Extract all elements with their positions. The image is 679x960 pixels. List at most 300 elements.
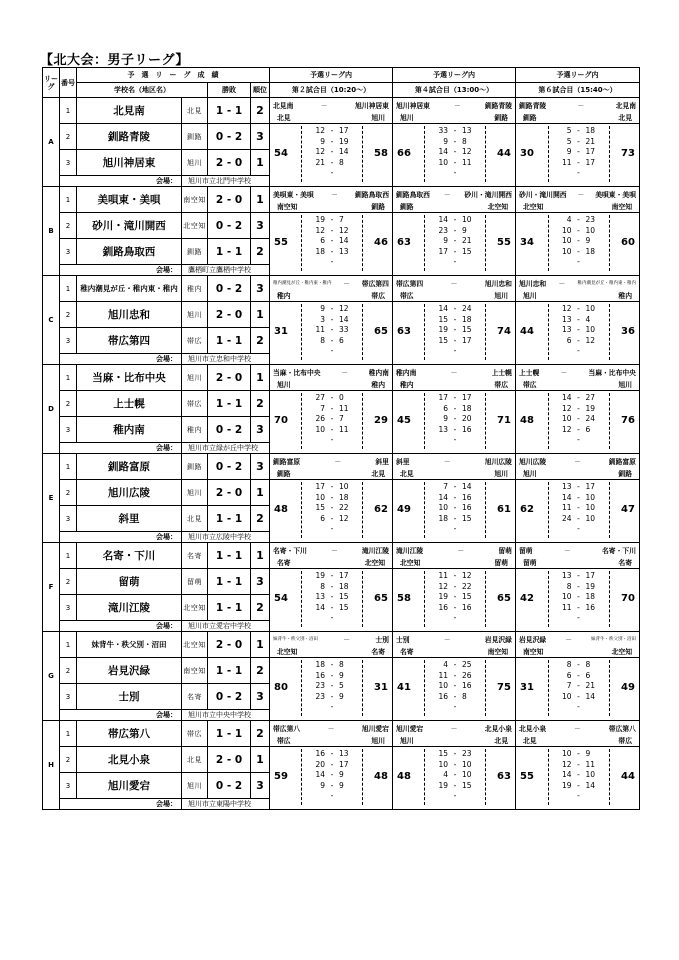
match-total-right: 65 xyxy=(497,592,511,604)
period-score-right: 17 xyxy=(585,571,596,580)
match-total-left: 59 xyxy=(274,770,288,782)
win-loss-record: 1 - 1 xyxy=(208,239,251,265)
period-row xyxy=(549,393,609,404)
period-score-right: 27 xyxy=(585,393,596,402)
match-team-right: 斜里 xyxy=(375,457,389,466)
team-name: 士別 xyxy=(77,684,182,710)
match-box xyxy=(270,721,392,805)
venue-label: 会場： xyxy=(60,354,182,365)
period-dash: - xyxy=(453,681,457,690)
period-score-right: 12 xyxy=(462,571,472,580)
team-row xyxy=(43,632,640,658)
overtime-dash: - xyxy=(577,435,580,444)
venue-label: 会場： xyxy=(60,710,182,721)
match-team-right: 士別 xyxy=(375,635,389,644)
header-round-2: 第２試合目（10:20～） xyxy=(270,83,393,98)
period-dash: - xyxy=(577,571,580,580)
match-total-right: 36 xyxy=(621,325,635,337)
team-region: 南空知 xyxy=(182,658,208,684)
match-team-right: 留萌 xyxy=(498,546,512,555)
period-score-right: 18 xyxy=(585,126,596,135)
period-row xyxy=(425,147,485,158)
venue-school: 旭川市立忠和中学校 xyxy=(182,354,270,365)
period-row xyxy=(425,414,485,425)
win-loss-record: 2 - 0 xyxy=(208,480,251,506)
match-total-left: 55 xyxy=(520,770,534,782)
period-score-left: 9 xyxy=(443,236,448,245)
league-letter: E xyxy=(43,454,60,543)
period-score-right: 21 xyxy=(585,681,596,690)
period-score-right: 4 xyxy=(585,314,591,324)
match-teams xyxy=(393,632,515,645)
period-row xyxy=(425,325,485,336)
team-rank: 3 xyxy=(251,276,270,302)
match-teams xyxy=(393,98,515,111)
period-row xyxy=(549,760,609,771)
team-number: 2 xyxy=(60,658,77,684)
period-dash: - xyxy=(577,403,580,413)
period-row xyxy=(425,493,485,504)
match-team-left: 旭川神居東 xyxy=(396,101,430,110)
match-regions xyxy=(393,200,515,213)
team-name: 帯広第八 xyxy=(77,721,182,747)
match-teams xyxy=(516,454,639,467)
period-score-right: 8 xyxy=(585,660,591,669)
period-row xyxy=(549,147,609,158)
team-name: 美唄東・美唄 xyxy=(77,187,182,213)
header-league: リーグ xyxy=(43,68,60,98)
match-regions xyxy=(393,289,515,302)
match-regions xyxy=(270,111,392,124)
match-cell xyxy=(516,365,640,454)
period-score-left: 12 xyxy=(315,225,325,235)
period-scores xyxy=(301,215,363,271)
match-cell xyxy=(270,98,393,187)
team-region: 旭川 xyxy=(182,365,208,391)
period-dash: - xyxy=(577,325,580,334)
team-number: 3 xyxy=(60,684,77,710)
match-team-right: 岩見沢緑 xyxy=(484,635,512,644)
period-score-left: 10 xyxy=(561,691,572,701)
match-region-right: 稚内 xyxy=(618,292,632,300)
match-teams xyxy=(393,454,515,467)
period-dash: - xyxy=(453,325,457,334)
period-score-left: 19 xyxy=(438,325,448,334)
overtime-row xyxy=(302,168,362,179)
team-rank: 3 xyxy=(251,417,270,443)
match-total-right: 29 xyxy=(374,414,388,426)
period-score-left: 14 xyxy=(315,770,325,779)
overtime-row xyxy=(549,702,609,713)
match-dash: － xyxy=(327,724,335,733)
match-score-area xyxy=(393,391,515,449)
team-row xyxy=(43,454,640,480)
overtime-dash: - xyxy=(577,168,580,177)
period-score-left: 27 xyxy=(315,393,325,402)
header-round-4: 第４試合目（13:00～） xyxy=(393,83,516,98)
header-row-1 xyxy=(43,68,640,83)
match-regions xyxy=(516,111,639,124)
win-loss-record: 1 - 1 xyxy=(208,506,251,532)
period-row xyxy=(425,126,485,137)
match-total-left: 54 xyxy=(274,147,288,159)
match-region-right: 北見 xyxy=(494,737,508,745)
period-score-right: 12 xyxy=(462,147,472,156)
period-score-right: 10 xyxy=(585,503,596,512)
period-row xyxy=(302,660,362,671)
match-team-right: 滝川江陵 xyxy=(361,546,389,555)
header-wl: 勝敗 xyxy=(208,83,251,98)
period-score-right: 16 xyxy=(462,424,472,434)
period-dash: - xyxy=(577,592,580,601)
team-rank: 1 xyxy=(251,632,270,658)
team-region: 南空知 xyxy=(182,187,208,213)
period-score-right: 12 xyxy=(339,513,349,523)
team-name: 旭川愛宕 xyxy=(77,773,182,799)
match-box xyxy=(270,454,392,538)
period-score-left: 6 xyxy=(320,513,325,523)
period-dash: - xyxy=(453,492,457,502)
period-dash: - xyxy=(330,482,334,491)
period-score-right: 10 xyxy=(585,513,596,523)
period-score-right: 17 xyxy=(339,571,349,580)
team-name: 留萌 xyxy=(77,569,182,595)
period-row xyxy=(302,671,362,682)
period-dash: - xyxy=(453,403,457,413)
period-dash: - xyxy=(577,749,580,758)
match-regions xyxy=(270,378,392,391)
match-total-left: 70 xyxy=(274,414,288,426)
period-row xyxy=(549,493,609,504)
period-dash: - xyxy=(330,393,334,402)
period-row xyxy=(302,158,362,169)
match-total-right: 73 xyxy=(621,147,635,159)
overtime-row xyxy=(425,613,485,624)
period-score-right: 15 xyxy=(462,780,472,790)
match-teams xyxy=(270,98,392,111)
team-number: 2 xyxy=(60,480,77,506)
match-cell xyxy=(270,543,393,632)
period-dash: - xyxy=(330,304,334,313)
period-dash: - xyxy=(330,424,334,434)
period-score-right: 20 xyxy=(462,414,472,423)
period-score-right: 10 xyxy=(339,482,349,491)
match-team-left: 北見小泉 xyxy=(519,724,547,733)
header-round-label: 予選リーグ内 xyxy=(516,68,640,83)
period-row xyxy=(549,226,609,237)
match-teams xyxy=(393,276,515,289)
period-dash: - xyxy=(330,759,334,769)
period-score-left: 12 xyxy=(561,759,572,769)
match-dash: － xyxy=(331,546,338,555)
match-dash: － xyxy=(443,457,451,466)
match-cell xyxy=(270,632,393,721)
period-score-left: 10 xyxy=(561,592,572,601)
period-score-left: 14 xyxy=(315,602,325,612)
match-cell xyxy=(516,543,640,632)
period-scores xyxy=(301,749,363,805)
win-loss-record: 0 - 2 xyxy=(208,773,251,799)
page-title: 【北大会：男子リーグ】 xyxy=(40,53,189,68)
period-row xyxy=(549,126,609,137)
team-rank: 2 xyxy=(251,506,270,532)
period-dash: - xyxy=(330,136,334,146)
match-team-right: 釧路富原 xyxy=(608,457,636,466)
team-rank: 2 xyxy=(251,98,270,124)
period-dash: - xyxy=(330,571,334,580)
match-region-right: 帯広 xyxy=(371,292,385,300)
period-score-left: 10 xyxy=(561,246,572,256)
period-row xyxy=(302,592,362,603)
match-regions xyxy=(270,467,392,480)
period-dash: - xyxy=(453,602,457,612)
match-cell xyxy=(393,276,516,365)
period-row xyxy=(425,603,485,614)
period-score-left: 13 xyxy=(561,571,572,580)
overtime-row xyxy=(302,524,362,535)
team-name: 稚内南 xyxy=(77,417,182,443)
match-team-left: 稚内南 xyxy=(396,368,417,377)
period-score-right: 23 xyxy=(462,749,472,758)
match-dash: － xyxy=(558,279,566,288)
match-box xyxy=(393,98,515,182)
match-cell xyxy=(516,721,640,810)
period-row xyxy=(425,514,485,525)
period-score-right: 19 xyxy=(585,403,596,413)
period-score-right: 17 xyxy=(585,157,596,167)
team-rank: 2 xyxy=(251,721,270,747)
period-row xyxy=(425,137,485,148)
match-team-right: 旭川広陵 xyxy=(484,457,512,466)
period-score-left: 14 xyxy=(561,770,572,779)
period-dash: - xyxy=(453,136,457,146)
period-dash: - xyxy=(330,749,334,758)
match-dash: － xyxy=(574,724,581,733)
match-total-left: 48 xyxy=(520,414,534,426)
period-score-right: 18 xyxy=(462,403,472,413)
period-dash: - xyxy=(577,246,580,256)
overtime-row xyxy=(302,346,362,357)
period-dash: - xyxy=(577,314,580,324)
match-regions xyxy=(393,378,515,391)
period-score-left: 19 xyxy=(315,571,325,580)
period-dash: - xyxy=(330,691,334,701)
match-box xyxy=(393,276,515,360)
header-round-6: 第６試合目（15:40～） xyxy=(516,83,640,98)
period-score-left: 6 xyxy=(566,335,572,345)
match-regions xyxy=(516,645,639,658)
period-dash: - xyxy=(453,304,457,313)
period-score-left: 17 xyxy=(315,482,325,491)
league-letter: A xyxy=(43,98,60,187)
team-rank: 1 xyxy=(251,365,270,391)
period-dash: - xyxy=(330,157,334,167)
period-row xyxy=(549,781,609,792)
match-team-left: 上士幌 xyxy=(519,368,540,377)
match-team-left: 砂川・滝川開西 xyxy=(519,190,567,199)
period-row xyxy=(302,236,362,247)
match-total-left: 63 xyxy=(397,325,411,337)
venue-school: 旭川市立中央中学校 xyxy=(182,710,270,721)
period-score-left: 11 xyxy=(438,670,448,680)
match-cell xyxy=(270,365,393,454)
period-dash: - xyxy=(577,126,580,135)
overtime-dash: - xyxy=(330,257,334,266)
match-total-right: 63 xyxy=(497,770,511,782)
match-regions xyxy=(516,734,639,747)
win-loss-record: 2 - 0 xyxy=(208,747,251,773)
period-score-right: 17 xyxy=(339,126,349,135)
win-loss-record: 1 - 1 xyxy=(208,543,251,569)
match-region-right: 北見 xyxy=(371,470,385,478)
period-dash: - xyxy=(453,770,457,779)
period-score-right: 9 xyxy=(339,691,344,701)
venue-label: 会場： xyxy=(60,621,182,632)
match-team-right: 稚内潮見が丘・稚内東・稚内 xyxy=(577,280,636,286)
win-loss-record: 1 - 1 xyxy=(208,595,251,621)
match-team-right: 稚内南 xyxy=(368,368,389,377)
period-score-right: 10 xyxy=(585,304,596,313)
period-row xyxy=(425,781,485,792)
match-region-left: 帯広 xyxy=(400,292,414,300)
team-region: 旭川 xyxy=(182,773,208,799)
match-box xyxy=(393,187,515,271)
period-score-left: 8 xyxy=(320,581,325,591)
league-letter: D xyxy=(43,365,60,454)
match-region-left: 留萌 xyxy=(523,559,537,567)
period-row xyxy=(302,404,362,415)
period-score-left: 5 xyxy=(566,136,572,146)
period-score-left: 13 xyxy=(315,592,325,601)
match-total-right: 48 xyxy=(374,770,388,782)
overtime-row xyxy=(549,613,609,624)
team-number: 3 xyxy=(60,417,77,443)
league-letter: G xyxy=(43,632,60,721)
overtime-dash: - xyxy=(577,257,580,266)
period-scores xyxy=(548,749,610,805)
period-dash: - xyxy=(330,147,334,156)
win-loss-record: 2 - 0 xyxy=(208,302,251,328)
match-teams xyxy=(393,721,515,734)
match-box xyxy=(270,632,392,716)
period-dash: - xyxy=(577,492,580,502)
team-row xyxy=(43,365,640,391)
period-row xyxy=(302,393,362,404)
match-total-right: 76 xyxy=(621,414,635,426)
period-dash: - xyxy=(330,236,334,245)
period-score-right: 23 xyxy=(585,215,596,224)
team-rank: 1 xyxy=(251,302,270,328)
period-row xyxy=(549,603,609,614)
team-name: 当麻・比布中央 xyxy=(77,365,182,391)
match-team-left: 斜里 xyxy=(396,457,410,466)
match-teams xyxy=(393,543,515,556)
win-loss-record: 2 - 0 xyxy=(208,187,251,213)
team-name: 滝川江陵 xyxy=(77,595,182,621)
period-score-right: 21 xyxy=(585,136,596,146)
period-score-left: 18 xyxy=(315,246,325,256)
period-row xyxy=(302,571,362,582)
period-score-right: 10 xyxy=(462,215,472,224)
match-team-left: 当麻・比布中央 xyxy=(273,368,321,377)
period-score-right: 15 xyxy=(462,246,472,256)
match-total-left: 31 xyxy=(520,681,534,693)
period-score-left: 7 xyxy=(566,681,572,690)
match-total-right: 55 xyxy=(497,236,511,248)
team-number: 2 xyxy=(60,302,77,328)
overtime-row xyxy=(302,435,362,446)
period-dash: - xyxy=(330,325,334,334)
period-dash: - xyxy=(577,147,580,156)
period-score-right: 14 xyxy=(339,236,349,245)
period-dash: - xyxy=(577,393,580,402)
team-region: 名寄 xyxy=(182,684,208,710)
match-total-left: 48 xyxy=(397,770,411,782)
period-row xyxy=(549,158,609,169)
win-loss-record: 0 - 2 xyxy=(208,454,251,480)
period-score-right: 18 xyxy=(585,592,596,601)
period-score-right: 5 xyxy=(339,681,344,690)
match-region-left: 旭川 xyxy=(523,292,537,300)
match-team-left: 滝川江陵 xyxy=(396,546,424,555)
period-score-right: 18 xyxy=(585,246,596,256)
period-dash: - xyxy=(453,414,457,423)
period-score-right: 25 xyxy=(462,660,472,669)
period-score-left: 10 xyxy=(561,414,572,423)
period-score-left: 12 xyxy=(438,581,448,591)
period-row xyxy=(302,760,362,771)
match-box xyxy=(393,454,515,538)
period-score-left: 8 xyxy=(566,660,572,669)
match-team-left: 妹背牛・秩父別・沼田 xyxy=(273,636,318,642)
match-teams xyxy=(516,721,639,734)
win-loss-record: 0 - 2 xyxy=(208,684,251,710)
period-row xyxy=(302,425,362,436)
match-teams xyxy=(516,187,639,200)
team-number: 2 xyxy=(60,747,77,773)
team-name: 砂川・滝川開西 xyxy=(77,213,182,239)
team-region: 帯広 xyxy=(182,721,208,747)
period-score-left: 26 xyxy=(315,414,325,423)
period-row xyxy=(549,503,609,514)
match-team-right: 旭川愛宕 xyxy=(361,724,389,733)
match-teams xyxy=(270,721,392,734)
match-region-right: 名寄 xyxy=(371,648,385,656)
period-score-left: 13 xyxy=(561,482,572,491)
period-dash: - xyxy=(577,225,580,235)
period-score-left: 14 xyxy=(438,492,448,502)
overtime-row xyxy=(425,524,485,535)
period-row xyxy=(549,770,609,781)
match-cell xyxy=(393,365,516,454)
team-region: 旭川 xyxy=(182,150,208,176)
match-dash: － xyxy=(457,546,465,555)
match-teams xyxy=(270,276,392,289)
period-dash: - xyxy=(453,513,457,523)
overtime-dash: - xyxy=(577,346,580,355)
team-rank: 2 xyxy=(251,595,270,621)
match-team-right: 旭川神居東 xyxy=(355,101,389,110)
period-dash: - xyxy=(453,749,457,758)
match-cell xyxy=(393,721,516,810)
venue-school: 鷹栖町立鷹栖中学校 xyxy=(182,265,270,276)
match-region-left: 北見 xyxy=(400,470,414,478)
period-row xyxy=(425,571,485,582)
match-cell xyxy=(270,454,393,543)
match-team-left: 帯広第八 xyxy=(273,724,301,733)
match-team-left: 名寄・下川 xyxy=(273,546,307,555)
match-total-right: 47 xyxy=(621,503,635,515)
